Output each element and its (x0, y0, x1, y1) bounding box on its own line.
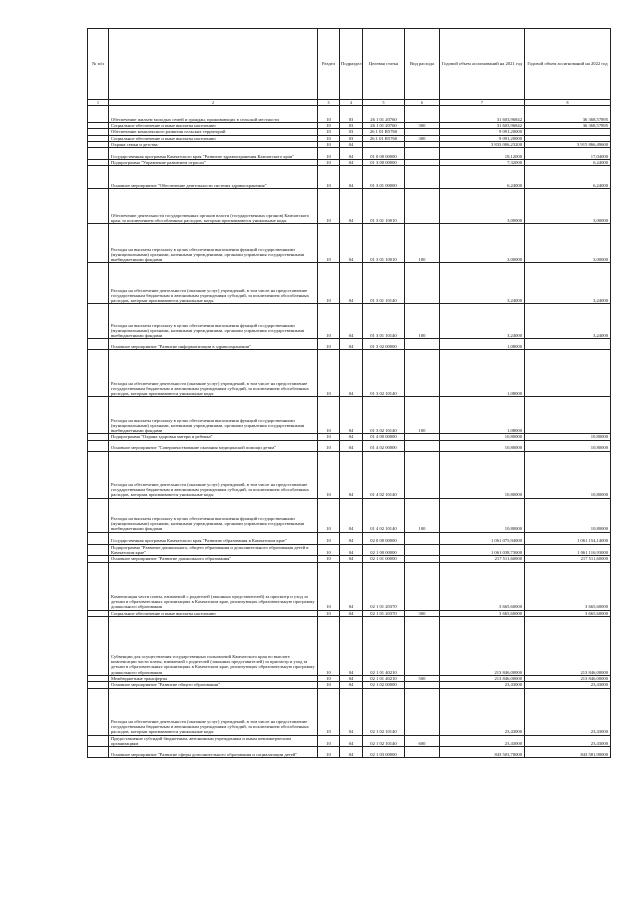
row-target-article-cell: 26 1 01 R5760 (363, 129, 405, 135)
row-target-article-cell: 02 0 00 00000 (363, 532, 405, 544)
row-volume-2022-cell: 3,00000 (525, 189, 611, 224)
row-podrazdel-cell: 04 (340, 141, 363, 147)
row-expense-type-cell (405, 688, 440, 735)
row-expense-type-cell (405, 562, 440, 610)
row-number-cell (88, 451, 109, 498)
row-volume-2022-cell (525, 350, 611, 397)
index-cell: 2 (109, 100, 318, 106)
row-razdel-cell: 10 (318, 166, 340, 189)
row-volume-2021-cell: 1 061 038,73000 (440, 544, 525, 556)
table-row (88, 747, 611, 758)
row-target-article-cell: 01 4 02 10140 (363, 498, 405, 532)
row-podrazdel-cell: 04 (340, 166, 363, 189)
row-volume-2021-cell: 3,24000 (440, 304, 525, 339)
row-target-article-cell: 01 3 00 00000 (363, 160, 405, 166)
row-razdel-cell: 10 (318, 532, 340, 544)
row-volume-2021-cell: 7,32000 (440, 160, 525, 166)
row-volume-2022-cell: 3 665,60000 (525, 562, 611, 610)
row-volume-2022-cell: 6,24000 (525, 166, 611, 189)
row-target-article-cell: 01 4 02 00000 (363, 440, 405, 451)
row-name-cell: Основное мероприятие "Развитие дошкольного образования" (109, 556, 318, 562)
row-volume-2022-cell: 36 368,57895 (525, 106, 611, 123)
table-row (88, 688, 611, 735)
row-expense-type-cell (405, 166, 440, 189)
row-target-article-cell: 01 3 02 10140 (363, 397, 405, 434)
row-target-article-cell: 02 1 01 20370 (363, 562, 405, 610)
row-name-cell: Социальное обеспечение и иные выплаты населению (109, 123, 318, 129)
row-number-cell (88, 166, 109, 189)
row-podrazdel-cell: 04 (340, 544, 363, 556)
row-volume-2022-cell: 23,43000 (525, 735, 611, 747)
row-volume-2021-cell: 10,80000 (440, 451, 525, 498)
row-target-article-cell: 02 1 01 20370 (363, 610, 405, 616)
row-volume-2021-cell: 23,43000 (440, 688, 525, 735)
row-razdel-cell: 10 (318, 747, 340, 758)
table-row (88, 498, 611, 532)
row-volume-2022-cell: 10,80000 (525, 498, 611, 532)
row-name-cell: Основное мероприятие "Развитие информатизации в здравоохранении" (109, 339, 318, 350)
row-razdel-cell: 10 (318, 224, 340, 263)
row-volume-2021-cell: 6,24000 (440, 166, 525, 189)
row-volume-2021-cell: 1,08000 (440, 339, 525, 350)
row-name-cell: Социальное обеспечение и иные выплаты населению (109, 610, 318, 616)
row-razdel-cell: 10 (318, 682, 340, 688)
row-volume-2021-cell: 3 665,60000 (440, 562, 525, 610)
row-name-cell: Основное мероприятие "Развитие сферы дополнительного образования и социализации детей" (109, 747, 318, 758)
row-volume-2021-cell: 3 833 006,23200 (440, 141, 525, 147)
row-podrazdel-cell: 04 (340, 562, 363, 610)
row-name-cell: Межбюджетные трансферты (109, 675, 318, 681)
row-volume-2022-cell: 1 061 116,93000 (525, 544, 611, 556)
row-razdel-cell: 10 (318, 735, 340, 747)
row-volume-2022-cell: 23,43000 (525, 682, 611, 688)
row-razdel-cell: 10 (318, 135, 340, 141)
header-name: Наименование (109, 29, 318, 100)
row-volume-2021-cell: 18,12000 (440, 148, 525, 160)
index-cell: 7 (440, 100, 525, 106)
table-row (88, 263, 611, 304)
row-volume-2022-cell (525, 339, 611, 350)
row-razdel-cell: 10 (318, 451, 340, 498)
row-name-cell: Государственная программа Камчатского края "Развитие здравоохранения Камчатского края" (109, 148, 318, 160)
row-razdel-cell: 10 (318, 610, 340, 616)
row-expense-type-cell (405, 106, 440, 123)
row-target-article-cell: 01 3 01 10140 (363, 263, 405, 304)
row-razdel-cell: 10 (318, 498, 340, 532)
row-target-article-cell: 01 3 01 10010 (363, 189, 405, 224)
row-volume-2021-cell: 23,43000 (440, 682, 525, 688)
row-podrazdel-cell: 04 (340, 616, 363, 675)
index-cell: 1 (88, 100, 109, 106)
table-row (88, 106, 611, 123)
row-name-cell: Расходы на обеспечение деятельности (оказание услуг) учреждений, в том числе на предоставление государственным бюджетным и автономным учреждениям субсидий, за исключением обособленных расходов, которым присваиваются уникальные коды (109, 688, 318, 735)
row-target-article-cell: 01 3 01 10010 (363, 224, 405, 263)
row-podrazdel-cell: 04 (340, 263, 363, 304)
row-expense-type-cell (405, 148, 440, 160)
row-volume-2022-cell: 23,43000 (525, 688, 611, 735)
row-name-cell: Расходы на обеспечение деятельности (оказание услуг) учреждений, в том числе на предоставление государственным бюджетным и автономным учреждениям субсидий, за исключением обособленных расходов, которым присваиваются уникальные коды (109, 451, 318, 498)
row-volume-2021-cell: 1,08000 (440, 397, 525, 434)
header-expense-type: Вид расхода (405, 29, 440, 100)
row-volume-2022-cell: 1 061 154,14000 (525, 532, 611, 544)
row-number-cell (88, 263, 109, 304)
row-volume-2022-cell: 3,24000 (525, 304, 611, 339)
row-volume-2022-cell: 843 581,90000 (525, 747, 611, 758)
row-target-article-cell: 02 1 03 00000 (363, 747, 405, 758)
row-name-cell: Обеспечение комплексного развития сельских территорий (109, 129, 318, 135)
row-volume-2022-cell: 10,80000 (525, 434, 611, 440)
row-volume-2021-cell: 3,00000 (440, 189, 525, 224)
row-podrazdel-cell: 04 (340, 532, 363, 544)
row-name-cell: Социальное обеспечение и иные выплаты населению (109, 135, 318, 141)
row-razdel-cell: 10 (318, 397, 340, 434)
row-expense-type-cell (405, 451, 440, 498)
row-target-article-cell: 01 3 02 10140 (363, 350, 405, 397)
row-number-cell (88, 224, 109, 263)
row-name-cell: Расходы на выплаты персоналу в целях обеспечения выполнения функций государственными (муниципальными) органами, казенными учреждениями, органами управления государственными внебюджетными фондами (109, 397, 318, 434)
row-podrazdel-cell: 04 (340, 610, 363, 616)
row-podrazdel-cell: 04 (340, 339, 363, 350)
row-podrazdel-cell: 04 (340, 189, 363, 224)
row-expense-type-cell (405, 350, 440, 397)
row-number-cell (88, 498, 109, 532)
row-podrazdel-cell: 03 (340, 135, 363, 141)
row-razdel-cell: 10 (318, 544, 340, 556)
header-volume-2021: Годовой объем ассигнований на 2021 год (440, 29, 525, 100)
row-volume-2022-cell: 213 846,00000 (525, 675, 611, 681)
row-razdel-cell: 10 (318, 440, 340, 451)
row-number-cell (88, 350, 109, 397)
row-number-cell (88, 532, 109, 544)
row-razdel-cell: 10 (318, 106, 340, 123)
table-row (88, 350, 611, 397)
row-name-cell: Государственная программа Камчатского края "Развитие образования в Камчатском крае" (109, 532, 318, 544)
row-razdel-cell: 10 (318, 304, 340, 339)
row-target-article-cell: 01 3 02 00000 (363, 339, 405, 350)
row-expense-type-cell (405, 532, 440, 544)
row-number-cell (88, 397, 109, 434)
row-podrazdel-cell: 04 (340, 747, 363, 758)
table-row (88, 166, 611, 189)
row-name-cell: Подпрограмма "Управление развитием отрасли" (109, 160, 318, 166)
row-expense-type-cell: 300 (405, 610, 440, 616)
row-volume-2022-cell: 213 846,00000 (525, 616, 611, 675)
row-razdel-cell: 10 (318, 688, 340, 735)
index-cell: 6 (405, 100, 440, 106)
row-number-cell (88, 440, 109, 451)
row-name-cell: Обеспечение деятельности государственных органов власти (государственных органов) Камчатского края, за исключением обособленных расходов, которым присваиваются уникальные коды (109, 189, 318, 224)
row-target-article-cell: 02 1 01 40210 (363, 616, 405, 675)
row-razdel-cell: 10 (318, 616, 340, 675)
row-name-cell: Расходы на выплаты персоналу в целях обеспечения выполнения функций государственными (муниципальными) органами, казенными учреждениями, органами управления государственными внебюджетными фондами (109, 304, 318, 339)
row-podrazdel-cell: 04 (340, 440, 363, 451)
header-podrazdel: Подраздел (340, 29, 363, 100)
row-target-article-cell: 02 1 02 00000 (363, 682, 405, 688)
row-target-article-cell: 02 1 01 00000 (363, 556, 405, 562)
row-expense-type-cell: 300 (405, 135, 440, 141)
row-podrazdel-cell: 04 (340, 224, 363, 263)
row-podrazdel-cell: 04 (340, 682, 363, 688)
row-number-cell (88, 304, 109, 339)
header-volume-2022: Годовой объем ассигнований на 2022 год (525, 29, 611, 100)
row-name-cell: Основное мероприятие "Развитие общего образования" (109, 682, 318, 688)
row-number-cell (88, 562, 109, 610)
table-row (88, 532, 611, 544)
row-podrazdel-cell: 04 (340, 735, 363, 747)
row-expense-type-cell: 100 (405, 397, 440, 434)
row-volume-2021-cell: 31 603,96842 (440, 123, 525, 129)
row-podrazdel-cell: 04 (340, 498, 363, 532)
row-podrazdel-cell: 04 (340, 397, 363, 434)
table-row (88, 616, 611, 675)
row-podrazdel-cell: 04 (340, 304, 363, 339)
row-expense-type-cell: 600 (405, 735, 440, 747)
row-target-article-cell: 26 1 01 20760 (363, 106, 405, 123)
row-name-cell: Предоставление субсидий бюджетным, автономным учреждениям и иным некоммерческим организациям (109, 735, 318, 747)
header-razdel: Раздел (318, 29, 340, 100)
row-razdel-cell: 10 (318, 675, 340, 681)
row-volume-2021-cell: 10,80000 (440, 434, 525, 440)
row-name-cell: Расходы на выплаты персоналу в целях обеспечения выполнения функций государственными (муниципальными) органами, казенными учреждениями, органами управления государственными внебюджетными фондами (109, 498, 318, 532)
row-volume-2021-cell: 843 503,70000 (440, 747, 525, 758)
table-header-row (88, 29, 611, 100)
row-number-cell (88, 339, 109, 350)
row-razdel-cell: 10 (318, 123, 340, 129)
row-podrazdel-cell: 04 (340, 688, 363, 735)
row-expense-type-cell (405, 747, 440, 758)
header-number: № п/п (88, 29, 109, 100)
row-name-cell: Субвенции для осуществления государственных полномочий Камчатского края по выплате компенсации части платы, взимаемой с родителей (законных представителей) за присмотр и уход за детьми в образовательных организациях в Камчатском крае, реализующих образовательную программу дошкольного образования (109, 616, 318, 675)
row-number-cell (88, 688, 109, 735)
row-volume-2022-cell (525, 397, 611, 434)
table-row (88, 544, 611, 556)
row-name-cell: Подпрограмма "Развитие дошкольного, общего образования и дополнительного образования детей в Камчатском крае" (109, 544, 318, 556)
row-volume-2021-cell: 10,80000 (440, 498, 525, 532)
index-cell: 4 (340, 100, 363, 106)
row-target-article-cell: 26 1 01 20760 (363, 123, 405, 129)
row-volume-2022-cell: 17,04000 (525, 148, 611, 160)
table-row (88, 189, 611, 224)
index-cell: 8 (525, 100, 611, 106)
row-podrazdel-cell: 04 (340, 350, 363, 397)
row-volume-2021-cell: 31 603,96842 (440, 106, 525, 123)
row-podrazdel-cell: 03 (340, 129, 363, 135)
row-razdel-cell: 10 (318, 556, 340, 562)
table-body (88, 100, 611, 758)
row-podrazdel-cell: 04 (340, 675, 363, 681)
index-cell: 3 (318, 100, 340, 106)
row-expense-type-cell (405, 440, 440, 451)
row-volume-2022-cell: 10,80000 (525, 440, 611, 451)
row-number-cell (88, 544, 109, 556)
row-volume-2021-cell: 213 846,00000 (440, 675, 525, 681)
row-razdel-cell: 10 (318, 350, 340, 397)
row-volume-2021-cell: 23,43000 (440, 735, 525, 747)
budget-allocation-table (87, 28, 611, 758)
row-volume-2021-cell: 3 665,60000 (440, 610, 525, 616)
row-podrazdel-cell: 04 (340, 556, 363, 562)
row-razdel-cell: 10 (318, 141, 340, 147)
row-name-cell: Основное мероприятие "Совершенствование оказания медицинской помощи детям" (109, 440, 318, 451)
row-razdel-cell: 10 (318, 148, 340, 160)
row-name-cell: Компенсация части платы, взимаемой с родителей (законных представителей) за присмотр и уход за детьми в образовательных организациях в Камчатском крае, реализующих образовательную программу дошкольного образования (109, 562, 318, 610)
row-number-cell (88, 747, 109, 758)
row-number-cell (88, 616, 109, 675)
row-expense-type-cell (405, 189, 440, 224)
row-podrazdel-cell: 04 (340, 160, 363, 166)
row-expense-type-cell: 100 (405, 498, 440, 532)
row-razdel-cell: 10 (318, 339, 340, 350)
table-row (88, 224, 611, 263)
row-target-article-cell: 02 1 00 00000 (363, 544, 405, 556)
table-row (88, 735, 611, 747)
row-number-cell (88, 189, 109, 224)
row-podrazdel-cell: 04 (340, 451, 363, 498)
row-expense-type-cell: 300 (405, 123, 440, 129)
row-expense-type-cell (405, 544, 440, 556)
row-razdel-cell: 10 (318, 189, 340, 224)
table-row (88, 562, 611, 610)
row-volume-2021-cell: 1 061 075,94000 (440, 532, 525, 544)
row-name-cell: Обеспечение жильем молодых семей и граждан, проживающих в сельской местности (109, 106, 318, 123)
row-target-article-cell: 02 1 02 10140 (363, 735, 405, 747)
row-podrazdel-cell: 03 (340, 123, 363, 129)
row-volume-2022-cell: 3 665,60000 (525, 610, 611, 616)
table-row (88, 339, 611, 350)
row-target-article-cell: 01 0 00 00000 (363, 148, 405, 160)
row-volume-2022-cell: 217 511,60000 (525, 556, 611, 562)
row-volume-2022-cell: 10,80000 (525, 451, 611, 498)
row-podrazdel-cell: 03 (340, 106, 363, 123)
row-volume-2021-cell: 3,24000 (440, 263, 525, 304)
row-volume-2021-cell: 3,00000 (440, 224, 525, 263)
row-expense-type-cell: 500 (405, 675, 440, 681)
row-razdel-cell: 10 (318, 263, 340, 304)
row-razdel-cell: 10 (318, 129, 340, 135)
row-expense-type-cell: 100 (405, 224, 440, 263)
row-volume-2022-cell: 36 368,57895 (525, 123, 611, 129)
row-volume-2022-cell: 3 915 866,49600 (525, 141, 611, 147)
row-target-article-cell: 26 1 01 R5760 (363, 135, 405, 141)
row-name-cell: Основное мероприятие "Обеспечение деятельности системы здравоохранения" (109, 166, 318, 189)
row-name-cell: Охрана семьи и детства (109, 141, 318, 147)
index-cell: 5 (363, 100, 405, 106)
row-volume-2022-cell: 3,24000 (525, 263, 611, 304)
row-volume-2021-cell: 1,08000 (440, 350, 525, 397)
row-volume-2021-cell: 213 846,00000 (440, 616, 525, 675)
header-target-article: Целевая статья (363, 29, 405, 100)
row-razdel-cell: 10 (318, 562, 340, 610)
row-number-cell (88, 148, 109, 160)
row-name-cell: Расходы на выплаты персоналу в целях обеспечения выполнения функций государственными (муниципальными) органами, казенными учреждениями, органами управления государственными внебюджетными фондами (109, 224, 318, 263)
row-expense-type-cell (405, 339, 440, 350)
row-name-cell: Расходы на обеспечение деятельности (оказание услуг) учреждений, в том числе на предоставление государственным бюджетным и автономным учреждениям субсидий, за исключением обособленных расходов, которым присваиваются уникальные коды (109, 350, 318, 397)
table-row (88, 148, 611, 160)
row-expense-type-cell (405, 263, 440, 304)
row-razdel-cell: 10 (318, 434, 340, 440)
table-row (88, 397, 611, 434)
row-target-article-cell: 01 3 01 10140 (363, 304, 405, 339)
row-name-cell: Расходы на обеспечение деятельности (оказание услуг) учреждений, в том числе на предоставление государственным бюджетным и автономным учреждениям субсидий, за исключением обособленных расходов, которым присваиваются уникальные коды (109, 263, 318, 304)
row-target-article-cell: 02 1 02 10140 (363, 688, 405, 735)
table-row (88, 440, 611, 451)
row-podrazdel-cell: 04 (340, 148, 363, 160)
table-row (88, 451, 611, 498)
row-target-article-cell: 01 4 02 10140 (363, 451, 405, 498)
row-volume-2021-cell: 10,80000 (440, 440, 525, 451)
row-volume-2022-cell: 6,24000 (525, 160, 611, 166)
row-razdel-cell: 10 (318, 160, 340, 166)
row-expense-type-cell (405, 616, 440, 675)
row-target-article-cell: 01 3 01 00000 (363, 166, 405, 189)
row-volume-2021-cell: 9 091,20000 (440, 129, 525, 135)
row-name-cell: Подпрограмма "Охрана здоровья матери и ребенка" (109, 434, 318, 440)
row-expense-type-cell: 100 (405, 304, 440, 339)
row-volume-2021-cell: 217 511,60000 (440, 556, 525, 562)
row-target-article-cell: 01 4 00 00000 (363, 434, 405, 440)
table-row (88, 304, 611, 339)
row-number-cell (88, 735, 109, 747)
row-volume-2022-cell: 3,00000 (525, 224, 611, 263)
row-volume-2021-cell: 9 091,20000 (440, 135, 525, 141)
row-podrazdel-cell: 04 (340, 434, 363, 440)
row-target-article-cell: 02 1 01 40210 (363, 675, 405, 681)
row-number-cell (88, 106, 109, 123)
